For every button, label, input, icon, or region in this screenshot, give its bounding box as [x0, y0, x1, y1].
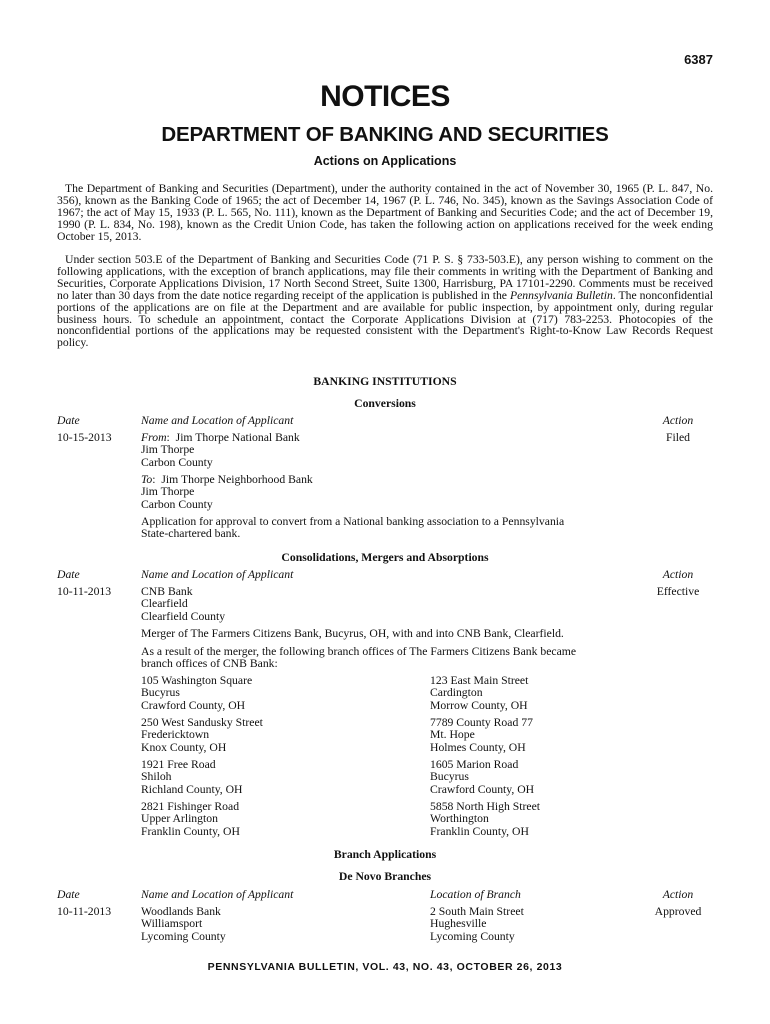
merger-branches-intro: [141, 646, 576, 671]
branch-address: 1921 Free Road: [141, 758, 216, 771]
merger-description: Merger of The Farmers Citizens Bank, Bucyrus, OH, with and into CNB Bank, Clearfield.: [141, 627, 564, 640]
conversion-from: From: Jim Thorpe National Bank Jim Thorpe Carbon County: [141, 431, 300, 469]
branch-applicant-line: Woodlands Bank: [141, 905, 221, 918]
merger-action: Effective: [656, 585, 700, 598]
branches-intro-line: branch offices of CNB Bank:: [141, 657, 278, 671]
from-bank: Jim Thorpe National Bank: [175, 431, 300, 444]
conversion-to: To: Jim Thorpe Neighborhood Bank Jim Thorpe Carbon County: [141, 473, 313, 511]
conversion-description-line: Application for approval to convert from a National banking association to a Pennsylvania: [141, 515, 565, 528]
branch-address: 250 West Sandusky Street: [141, 716, 263, 729]
merger-applicant-line: CNB Bank: [141, 585, 193, 598]
to-label: To: [141, 473, 153, 486]
conversion-description-line: State-chartered bank.: [141, 527, 241, 541]
to-city: Jim Thorpe: [141, 485, 195, 499]
branch-county: Crawford County, OH: [430, 782, 535, 796]
branch-city: Worthington: [430, 812, 489, 826]
branch-address: 105 Washington Square: [141, 674, 253, 687]
branch-office-right: [430, 717, 533, 754]
branch-applicant: [141, 906, 226, 943]
branches-intro-line: As a result of the merger, the following branch offices of The Farmers Citizens Bank became: [141, 645, 577, 658]
department-title: DEPARTMENT OF BANKING AND SECURITIES: [161, 123, 609, 146]
branch-address: 7789 County Road 77: [430, 716, 533, 729]
branch-address: 5858 North High Street: [430, 800, 541, 813]
branch-applicant-line: Williamsport: [141, 917, 203, 931]
branch-location-line: Lycoming County: [430, 929, 515, 943]
branch-applications-heading: Branch Applications: [333, 848, 437, 861]
branch-office-right: [430, 759, 534, 796]
branch-address: 1605 Marion Road: [430, 758, 519, 771]
branch-applicant-line: Lycoming County: [141, 929, 226, 943]
conversions-date-header: Date: [57, 414, 80, 427]
banking-institutions-heading: BANKING INSTITUTIONS: [313, 375, 457, 388]
to-county: Carbon County: [141, 497, 213, 511]
branch-date: 10-11-2013: [57, 905, 112, 918]
branch-county: Holmes County, OH: [430, 740, 526, 754]
mergers-action-header: Action: [662, 568, 694, 581]
merger-applicant-line: Clearfield: [141, 597, 188, 611]
page-title: NOTICES: [320, 80, 450, 113]
branch-office-left: [141, 717, 263, 754]
merger-applicant-line: Clearfield County: [141, 609, 226, 623]
de-novo-heading: De Novo Branches: [338, 870, 432, 883]
branch-office-right: [430, 675, 528, 712]
branch-county: Franklin County, OH: [141, 824, 240, 838]
branch-city: Mt. Hope: [430, 728, 475, 742]
branch-office-left: [141, 759, 243, 796]
branch-city: Bucyrus: [430, 770, 469, 784]
from-county: Carbon County: [141, 455, 213, 469]
conversions-heading: Conversions: [354, 397, 416, 410]
bulletin-title: Pennsylvania Bulletin: [509, 288, 613, 302]
merger-applicant: [141, 586, 225, 623]
conversion-action: Filed: [665, 431, 691, 444]
branch-office-right: [430, 801, 540, 838]
branch-location-line: Hughesville: [430, 917, 487, 931]
conversion-date: 10-15-2013: [57, 431, 112, 444]
branch-office-left: [141, 675, 252, 712]
branch-location-header: Location of Branch: [430, 888, 521, 901]
page-number: 6387: [684, 52, 713, 67]
branch-city: Fredericktown: [141, 728, 210, 742]
section-subtitle: Actions on Applications: [313, 154, 457, 168]
branch-city: Shiloh: [141, 770, 172, 784]
intro-text: The Department of Banking and Securities (Department), under the authority contained in the act of November 30, 1965 (P. L. 847, No. 356), known as the Banking Code of 1965; the act of December 14, 1967 (P. L. 746, No. 345), known as the Savings Association Code of 1967; the act of May 15, 1933 (P. L. 565, No. 111), known as the Department of Banking and Securities Code; and the act of December 19, 1990 (P. L. 834, No. 198), known as the Credit Union Code, has taken the following action on applications received for the week ending October 15, 2013.: [57, 182, 713, 243]
merger-date: 10-11-2013: [57, 585, 112, 598]
branch-county: Franklin County, OH: [430, 824, 529, 838]
branch-county: Crawford County, OH: [141, 698, 246, 712]
branch-city: Upper Arlington: [141, 812, 218, 826]
branch-city: Bucyrus: [141, 686, 180, 700]
from-city: Jim Thorpe: [141, 443, 195, 457]
branch-location: [430, 906, 524, 943]
branch-location-line: 2 South Main Street: [430, 905, 524, 918]
branch-county: Morrow County, OH: [430, 698, 528, 712]
comment-paragraph: [57, 254, 713, 349]
branch-address: 123 East Main Street: [430, 674, 529, 687]
comment-text-after: . The nonconfidential portions of the applications are on file at the Department and are available for public inspection, by appointment only, during regular business hours. To schedule an appointment, contact the Corporate Applications Division at (717) 783-2253. Photocopies of the nonconfidential portions of the applications may be requested consistent with the Department's Right-to-Know Law Records Request policy.: [57, 288, 713, 350]
conversion-description: [141, 516, 564, 541]
branch-date-header: Date: [57, 888, 80, 901]
comment-text-before: Under section 503.E of the Department of Banking and Securities Code (71 P. S. § 733-503.E), any person wishing to comment on the following applications, with the exception of branch applications, may file their comments in writing with the Department of Banking and Securities, Corporate Applications Division, 17 North Second Street, Suite 1300, Harrisburg, PA 17101-2290. Comments must be received no later than 30 days from the date notice regarding receipt of the application is published in the: [57, 253, 713, 302]
from-label: From: [141, 431, 167, 444]
conversions-action-header: Action: [662, 414, 694, 427]
branch-county: Richland County, OH: [141, 782, 243, 796]
to-bank: Jim Thorpe Neighborhood Bank: [161, 473, 313, 486]
intro-paragraph: [57, 183, 713, 243]
branch-action: Approved: [654, 905, 702, 918]
branch-name-header: Name and Location of Applicant: [141, 888, 294, 901]
mergers-date-header: Date: [57, 568, 80, 581]
mergers-name-header: Name and Location of Applicant: [141, 568, 294, 581]
mergers-heading: Consolidations, Mergers and Absorptions: [281, 551, 489, 564]
branch-city: Cardington: [430, 686, 483, 700]
branch-county: Knox County, OH: [141, 740, 227, 754]
conversions-name-header: Name and Location of Applicant: [141, 414, 294, 427]
branch-address: 2821 Fishinger Road: [141, 800, 240, 813]
page-footer: PENNSYLVANIA BULLETIN, VOL. 43, NO. 43, OCTOBER 26, 2013: [207, 961, 563, 973]
branch-office-left: [141, 801, 240, 838]
branch-action-header: Action: [662, 888, 694, 901]
